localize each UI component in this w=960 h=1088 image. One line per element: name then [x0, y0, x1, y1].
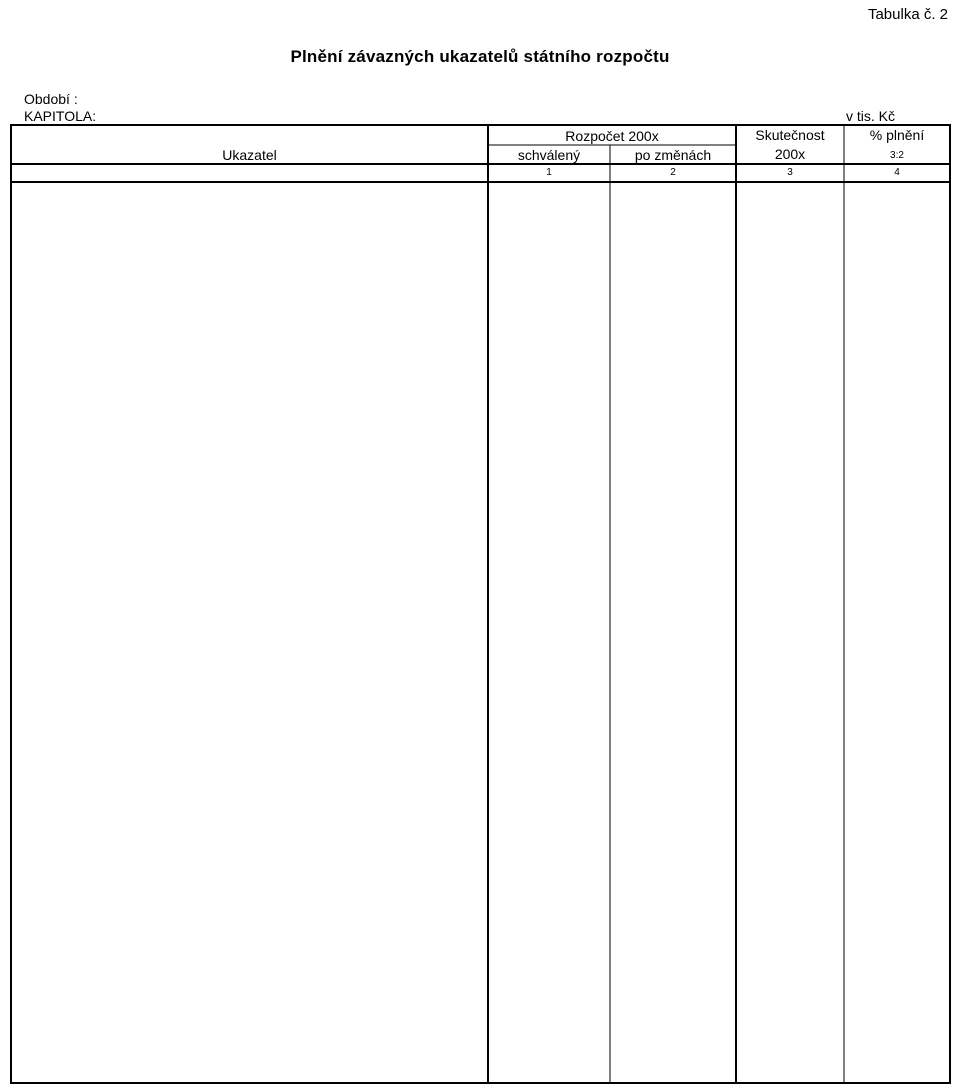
actual-header-line1: Skutečnost [755, 127, 825, 143]
column-number-3: 3 [787, 167, 793, 178]
column-number-2: 2 [670, 167, 676, 178]
amended-header: po změnách [634, 147, 712, 163]
actual-header-line2: 200x [774, 146, 806, 162]
percent-formula: 3:2 [890, 150, 904, 161]
page-title: Plnění závazných ukazatelů státního rozpočtu [290, 47, 670, 66]
period-label: Období : [24, 91, 78, 107]
column-number-1: 1 [546, 167, 552, 178]
table-body [12, 184, 949, 1082]
percent-header: % plnění [869, 127, 925, 143]
column-number-4: 4 [894, 167, 900, 178]
budget-group-header: Rozpočet 200x [565, 128, 659, 144]
chapter-label: KAPITOLA: [24, 108, 97, 124]
approved-header: schválený [517, 147, 581, 163]
indicator-header: Ukazatel [222, 147, 277, 163]
table-number-label: Tabulka č. 2 [867, 6, 948, 23]
units-label: v tis. Kč [846, 108, 896, 124]
